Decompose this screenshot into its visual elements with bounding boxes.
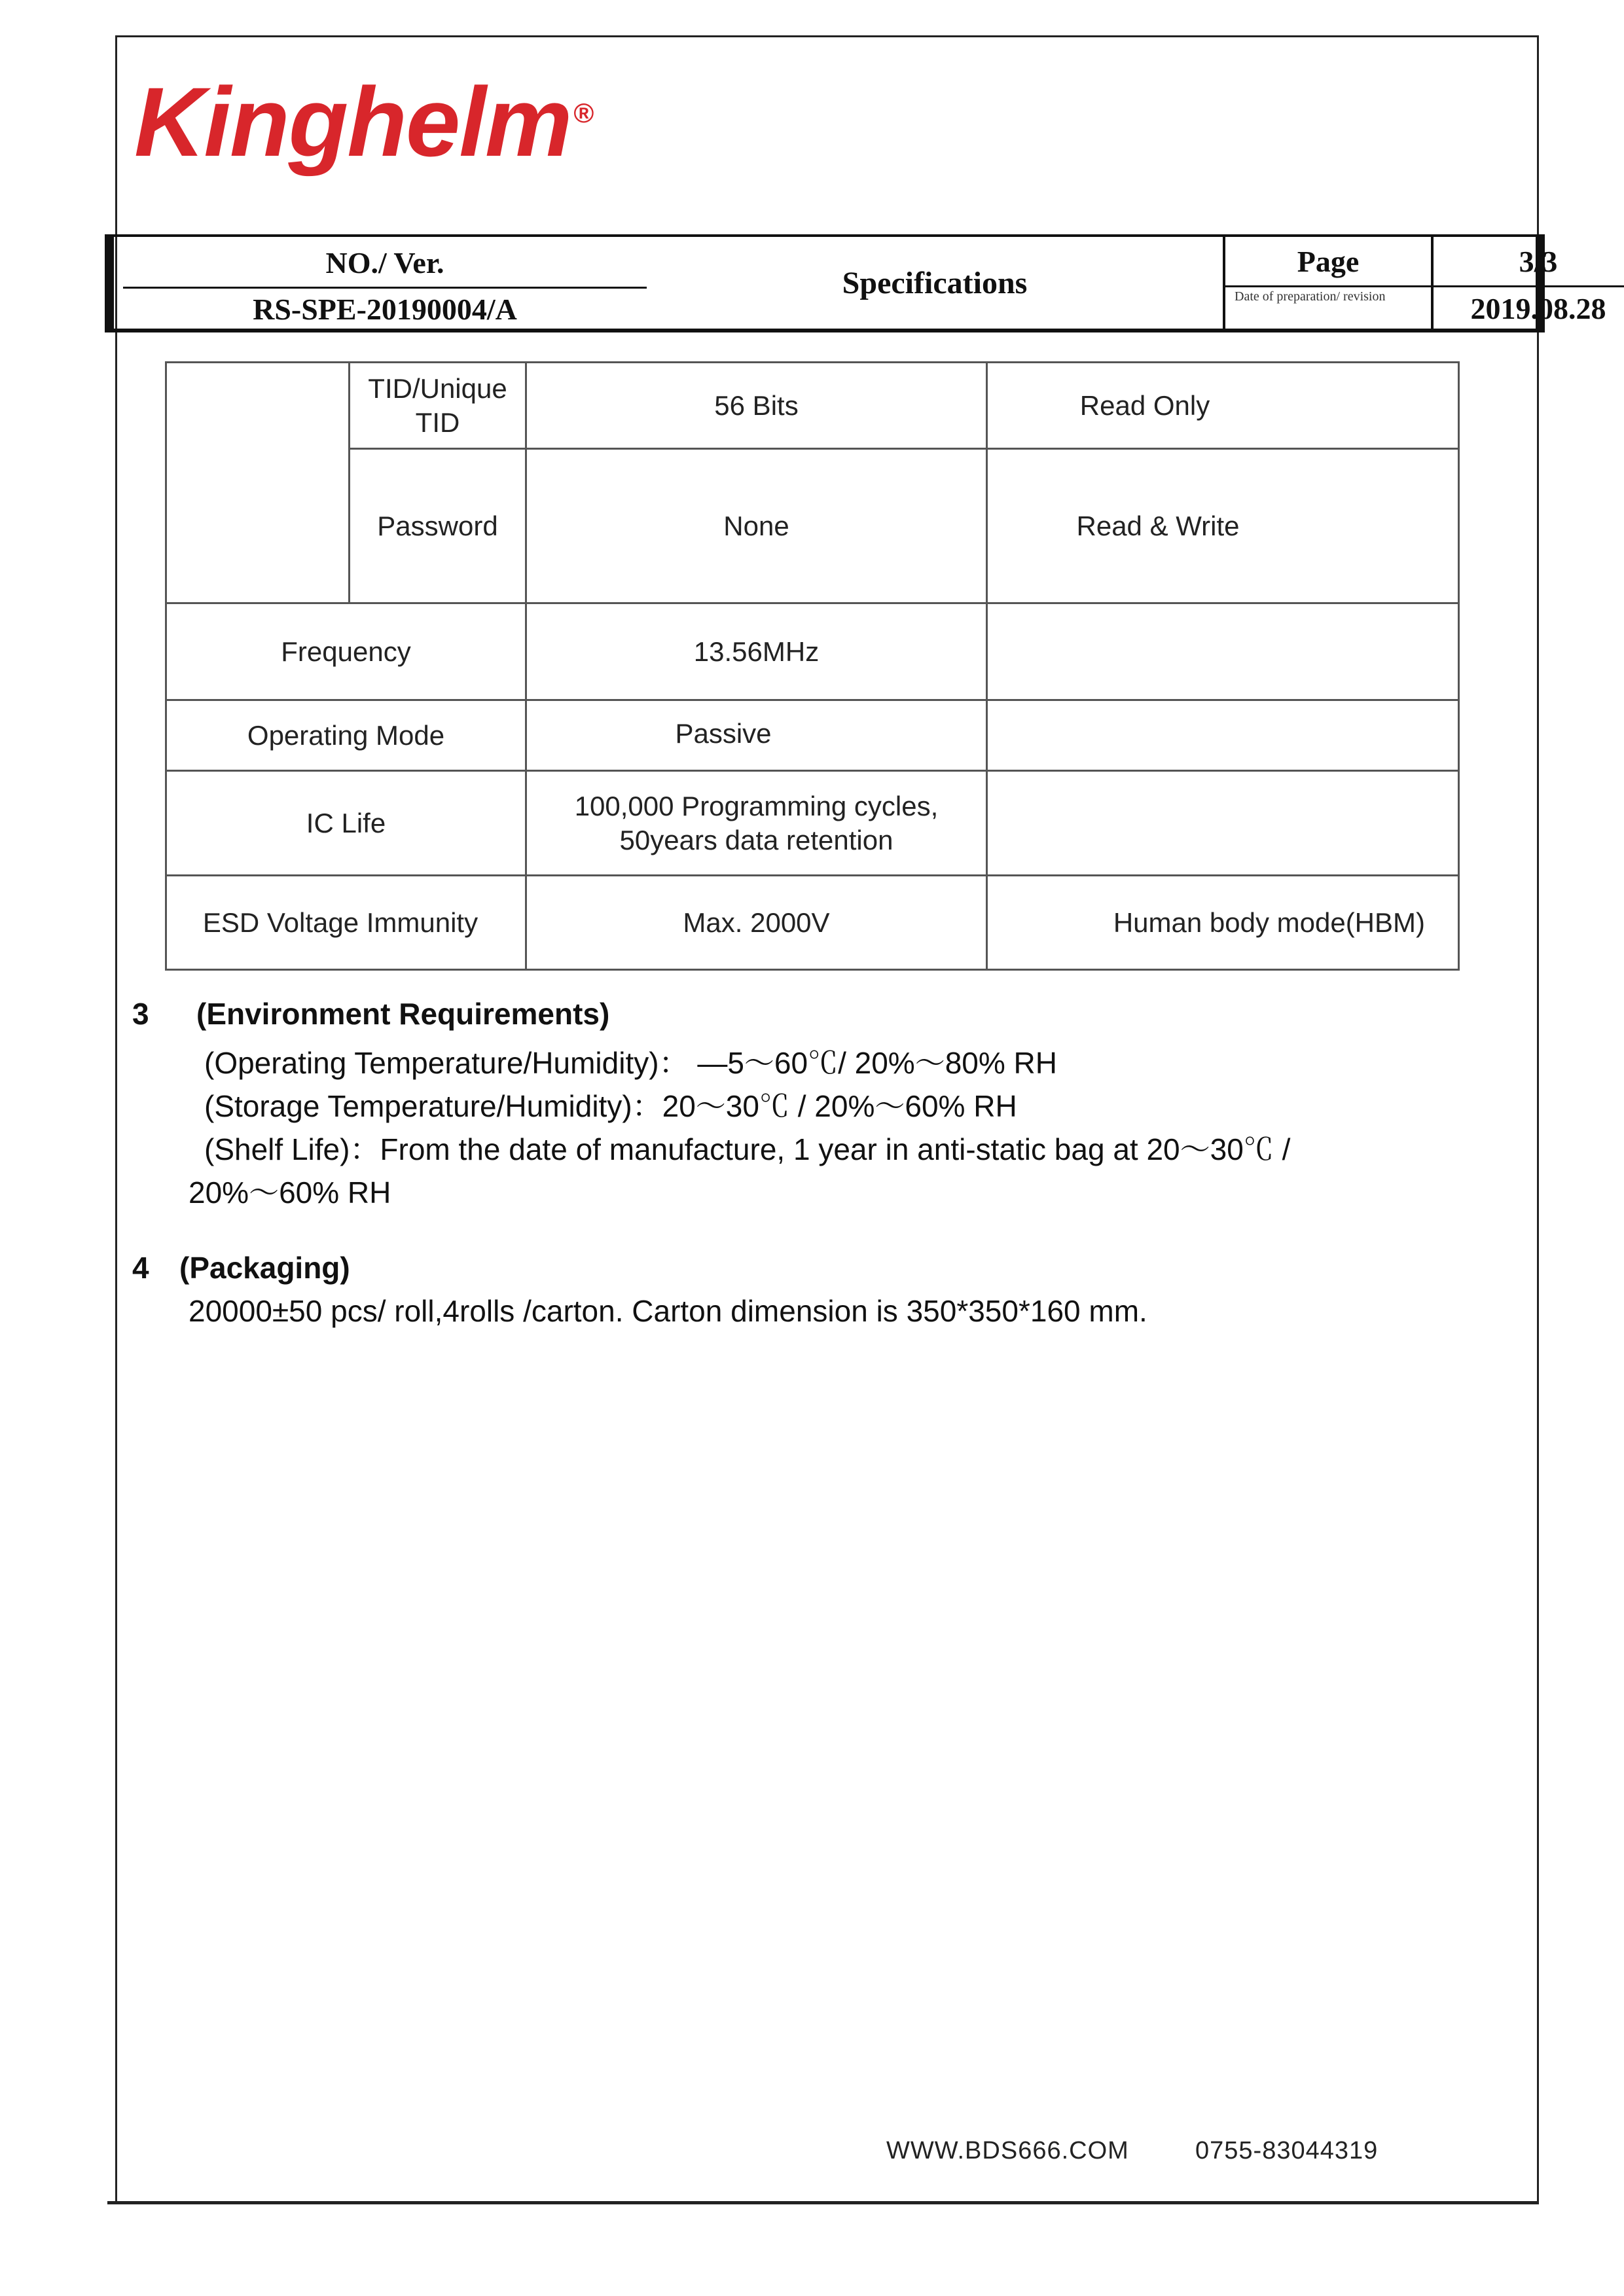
kinghelm-logo [134,65,592,179]
esd-label: ESD Voltage Immunity [202,906,478,938]
document-header [105,234,1606,332]
ic-life-label: IC Life [306,807,386,838]
section4-heading: (Packaging) [179,1251,350,1285]
ic-life-value-line1: 100,000 Programming cycles, [574,790,939,821]
page-number: 3/3 [1519,244,1558,278]
header-divider [1223,285,1624,287]
password-value: None [723,510,789,541]
ic-life-value-line2: 50years data retention [619,824,893,855]
frequency-value: 13.56MHz [693,636,820,667]
page-frame-top [115,35,1539,37]
page-frame-left [115,35,117,2204]
esd-value: Max. 2000V [683,906,830,938]
doc-title: Specifications [842,265,1028,300]
logo-text: Kinghelm [134,67,571,177]
ic-life-value [527,772,986,874]
shelf-life-line2: 20%～60% RH [189,1175,391,1210]
tid-value: 56 Bits [714,389,799,421]
section4-number: 4 [132,1251,149,1285]
shelf-life-line1: (Shelf Life)：From the date of manufacture, 1 year in anti-static bag at 20～30℃ / [204,1132,1291,1166]
revision-date: 2019.08.28 [1470,291,1606,325]
frequency-label: Frequency [281,636,411,667]
storage-conditions: (Storage Temperature/Humidity)：20～30℃ / 20%～60% RH [204,1089,1017,1123]
footer-website: WWW.BDS666.COM [886,2137,1129,2164]
page-frame-right [1537,35,1539,2204]
table-border [165,969,1460,971]
date-label: Date of preparation/ revision [1235,289,1386,304]
page-label: Page [1297,244,1360,278]
table-border [1458,361,1460,970]
tid-access: Read Only [1079,389,1210,421]
esd-note: Human body mode(HBM) [1113,906,1425,938]
operating-mode-label: Operating Mode [247,719,445,751]
section3-number: 3 [132,997,149,1031]
page-frame-bottom [107,2201,1539,2204]
no-ver-label: NO./ Ver. [325,245,444,279]
spec-table [165,361,1460,970]
operating-conditions: (Operating Temperature/Humidity)： —5～60℃/ 20%～80% RH [204,1046,1057,1080]
password-access: Read & Write [1076,510,1240,541]
doc-number: RS-SPE-20190004/A [253,292,517,326]
password-label: Password [377,510,498,541]
tid-label: TID/Unique TID [368,372,507,438]
operating-mode-value: Passive [675,718,772,749]
registered-mark: ® [573,98,593,128]
footer-phone: 0755-83044319 [1195,2137,1379,2164]
header-divider [123,287,647,289]
section3-heading: (Environment Requirements) [196,997,610,1031]
packaging-details: 20000±50 pcs/ roll,4rolls /carton. Carton dimension is 350*350*160 mm. [189,1294,1147,1328]
